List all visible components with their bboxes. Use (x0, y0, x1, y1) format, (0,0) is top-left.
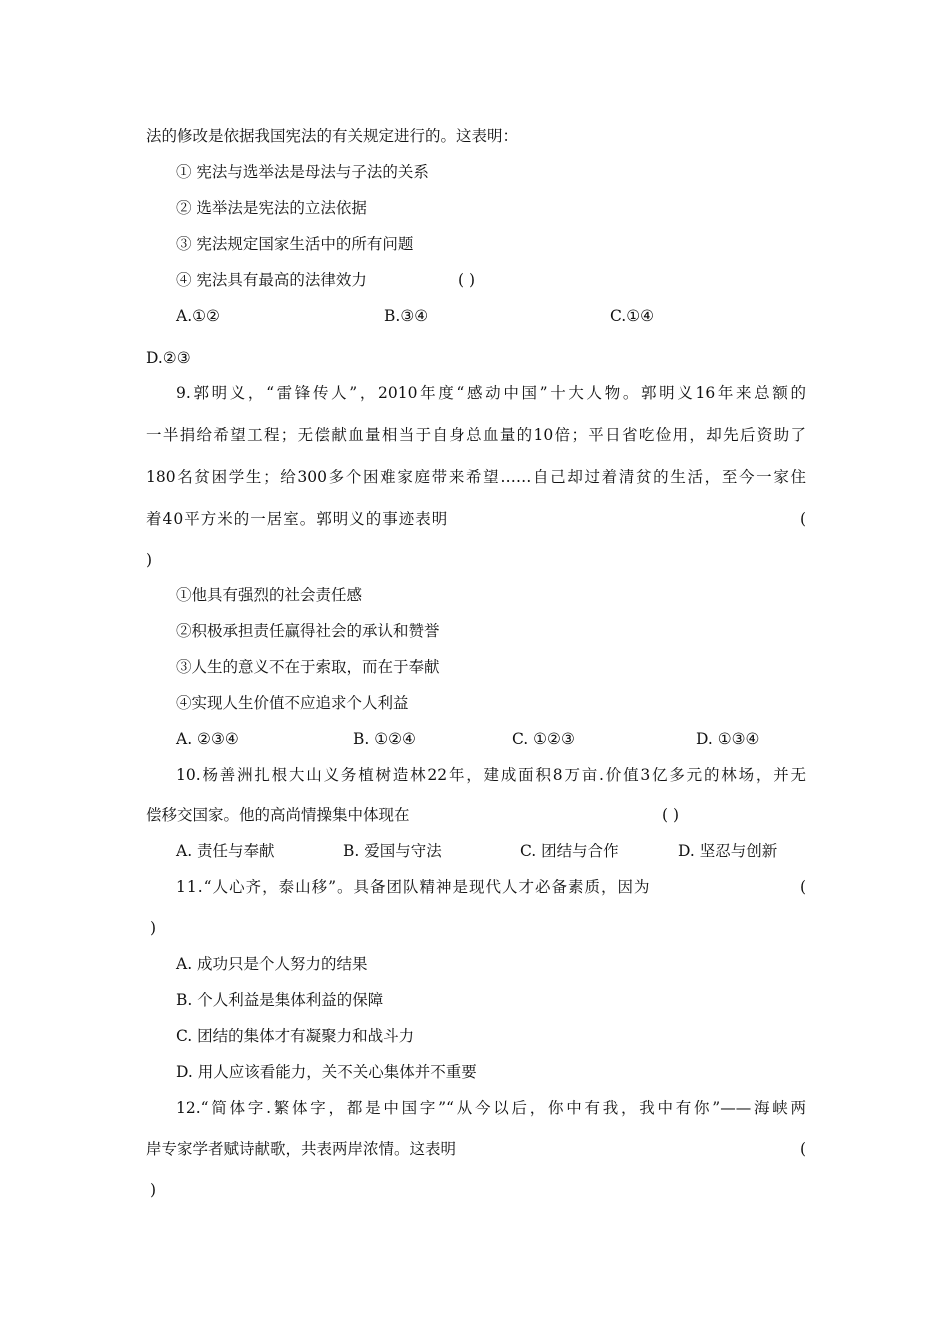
q8-option-d: D.②③ (146, 349, 191, 367)
q11-paren-close: ) (150, 919, 157, 937)
q9-paren-open: ( (799, 510, 806, 528)
q10-stem-line-2: 偿移交国家。他的高尚情操集中体现在 (146, 806, 410, 824)
q11-option-d: D. 用人应该看能力，关不关心集体并不重要 (176, 1063, 477, 1081)
q11-option-c: C. 团结的集体才有凝聚力和战斗力 (176, 1027, 415, 1045)
q11-stem: 11.“人心齐，泰山移”。具备团队精神是现代人才必备素质，因为 (176, 878, 651, 896)
q9-stem-line-4: 着40平方米的一居室。郭明义的事迹表明 (146, 510, 449, 528)
q9-item-2: ②积极承担责任赢得社会的承认和赞誉 (176, 622, 440, 640)
q12-stem-line-1: 12.“简体字.繁体字，都是中国字”“从今以后，你中有我，我中有你”——海峡两 (176, 1099, 806, 1117)
q9-option-b: B. ①②④ (353, 730, 416, 748)
q9-stem-line-3: 180名贫困学生；给300多个困难家庭带来希望……自己却过着清贫的生活，至今一家住 (146, 468, 806, 486)
q9-option-a: A. ②③④ (176, 730, 239, 748)
q8-option-b: B.③④ (384, 307, 429, 325)
q9-item-3: ③人生的意义不在于索取，而在于奉献 (176, 658, 440, 676)
q9-paren-close: ) (146, 551, 153, 569)
q10-option-a: A. 责任与奉献 (176, 842, 275, 860)
q10-option-d: D. 坚忍与创新 (678, 842, 778, 860)
q10-option-c: C. 团结与合作 (520, 842, 619, 860)
q10-answer-paren: ( ) (662, 806, 680, 824)
q9-option-d: D. ①③④ (696, 730, 760, 748)
q8-item-1: ① 宪法与选举法是母法与子法的关系 (176, 163, 429, 181)
q9-item-4: ④实现人生价值不应追求个人利益 (176, 694, 409, 712)
q10-stem-line-1: 10.杨善洲扎根大山义务植树造林22年，建成面积8万亩.价值3亿多元的林场，并无 (176, 766, 806, 784)
q11-option-a: A. 成功只是个人努力的结果 (176, 955, 368, 973)
q8-stem-tail: 法的修改是依据我国宪法的有关规定进行的。这表明： (146, 127, 519, 145)
q9-stem-line-2: 一半捐给希望工程；无偿献血量相当于自身总血量的10倍；平日省吃俭用，却先后资助了 (146, 426, 806, 444)
q10-option-b: B. 爱国与守法 (343, 842, 442, 860)
q12-paren-open: ( (799, 1140, 806, 1158)
q12-paren-close: ) (150, 1181, 157, 1199)
q8-option-a: A.①② (176, 307, 220, 325)
q8-answer-paren: ( ) (458, 271, 476, 289)
q9-item-1: ①他具有强烈的社会责任感 (176, 586, 363, 604)
q8-item-2: ② 选举法是宪法的立法依据 (176, 199, 367, 217)
q8-item-3: ③ 宪法规定国家生活中的所有问题 (176, 235, 414, 253)
q8-item-4: ④ 宪法具有最高的法律效力 (176, 271, 367, 289)
q9-option-c: C. ①②③ (512, 730, 575, 748)
q11-paren-open: ( (799, 878, 806, 896)
q11-option-b: B. 个人利益是集体利益的保障 (176, 991, 384, 1009)
q8-option-c: C.①④ (610, 307, 655, 325)
q9-stem-line-1: 9.郭明义，“雷锋传人”，2010年度“感动中国”十大人物。郭明义16年来总额的 (176, 384, 806, 402)
q12-stem-line-2: 岸专家学者赋诗献歌，共表两岸浓情。这表明 (146, 1140, 457, 1158)
